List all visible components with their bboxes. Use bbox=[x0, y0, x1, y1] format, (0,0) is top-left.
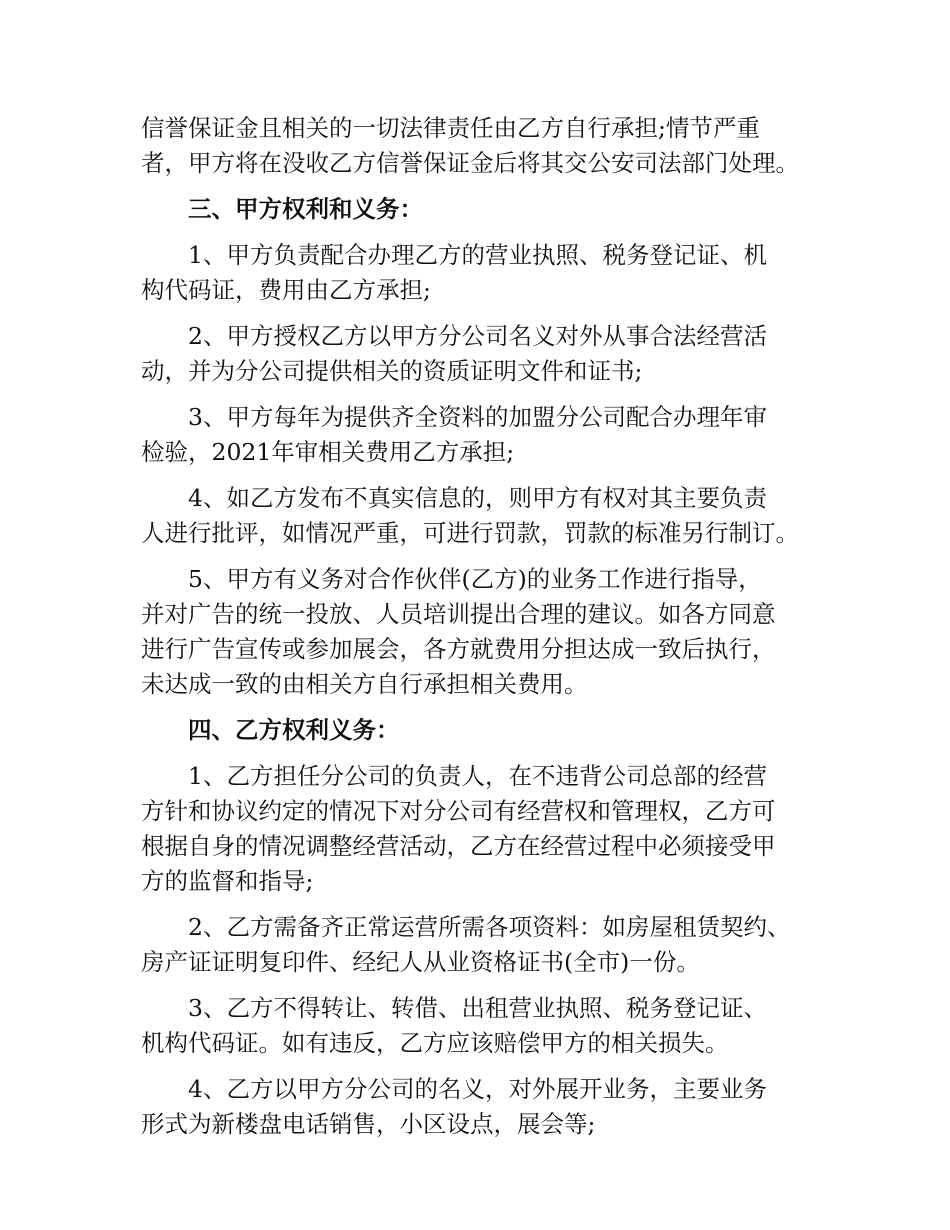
text-line: 形式为新楼盘电话销售，小区设点，展会等; bbox=[141, 1110, 596, 1138]
text-line: 者，甲方将在没收乙方信誉保证金后将其交公安司法部门处理。 bbox=[141, 149, 799, 177]
text-line: 方针和协议约定的情况下对分公司有经营权和管理权，乙方可 bbox=[141, 797, 776, 825]
paragraph-continuation bbox=[141, 111, 821, 181]
heading-text: 三、甲方权利和义务： bbox=[188, 195, 423, 223]
text-line: 根据自身的情况调整经营活动，乙方在经营过程中必须接受甲 bbox=[141, 832, 776, 860]
text-line: 4、如乙方发布不真实信息的，则甲方有权对其主要负责 bbox=[188, 484, 767, 512]
clause-a-2 bbox=[141, 319, 821, 389]
section-heading-party-a bbox=[141, 192, 821, 227]
text-line: 房产证证明复印件、经纪人从业资格证书(全市)一份。 bbox=[141, 948, 700, 976]
text-line: 3、甲方每年为提供齐全资料的加盟分公司配合办理年审 bbox=[188, 403, 767, 431]
clause-a-4 bbox=[141, 481, 821, 551]
text-line: 并对广告的统一投放、人员培训提出合理的建议。如各方同意 bbox=[141, 600, 776, 628]
text-line: 动，并为分公司提供相关的资质证明文件和证书; bbox=[141, 357, 643, 385]
text-line: 人进行批评，如情况严重，可进行罚款，罚款的标准另行制订。 bbox=[141, 519, 799, 547]
text-line: 3、乙方不得转让、转借、出租营业执照、税务登记证、 bbox=[188, 994, 767, 1022]
clause-b-4 bbox=[141, 1072, 821, 1142]
text-line: 1、乙方担任分公司的负责人，在不违背公司总部的经营 bbox=[188, 762, 767, 790]
clause-a-1 bbox=[141, 238, 821, 308]
text-line: 信誉保证金且相关的一切法律责任由乙方自行承担;情节严重 bbox=[141, 114, 760, 142]
text-line: 5、甲方有义务对合作伙伴(乙方)的业务工作进行指导， bbox=[188, 565, 762, 593]
heading-text: 四、乙方权利义务： bbox=[188, 716, 400, 744]
clause-b-2 bbox=[141, 910, 821, 980]
text-line: 检验，2021年审相关费用乙方承担; bbox=[141, 438, 515, 466]
text-line: 构代码证，费用由乙方承担; bbox=[141, 276, 431, 304]
text-line: 进行广告宣传或参加展会，各方就费用分担达成一致后执行， bbox=[141, 635, 776, 663]
clause-a-5 bbox=[141, 562, 821, 702]
text-line: 1、甲方负责配合办理乙方的营业执照、税务登记证、机 bbox=[188, 241, 767, 269]
clause-a-3 bbox=[141, 400, 821, 470]
section-heading-party-b bbox=[141, 713, 821, 748]
clause-b-3 bbox=[141, 991, 821, 1061]
clause-b-1 bbox=[141, 759, 821, 899]
text-line: 方的监督和指导; bbox=[141, 867, 314, 895]
text-line: 2、甲方授权乙方以甲方分公司名义对外从事合法经营活 bbox=[188, 322, 767, 350]
text-line: 未达成一致的由相关方自行承担相关费用。 bbox=[141, 670, 588, 698]
text-line: 4、乙方以甲方分公司的名义，对外展开业务，主要业务 bbox=[188, 1075, 767, 1103]
document-body bbox=[141, 111, 821, 1153]
text-line: 2、乙方需备齐正常运营所需各项资料：如房屋租赁契约、 bbox=[188, 913, 791, 941]
text-line: 机构代码证。如有违反，乙方应该赔偿甲方的相关损失。 bbox=[141, 1029, 729, 1057]
